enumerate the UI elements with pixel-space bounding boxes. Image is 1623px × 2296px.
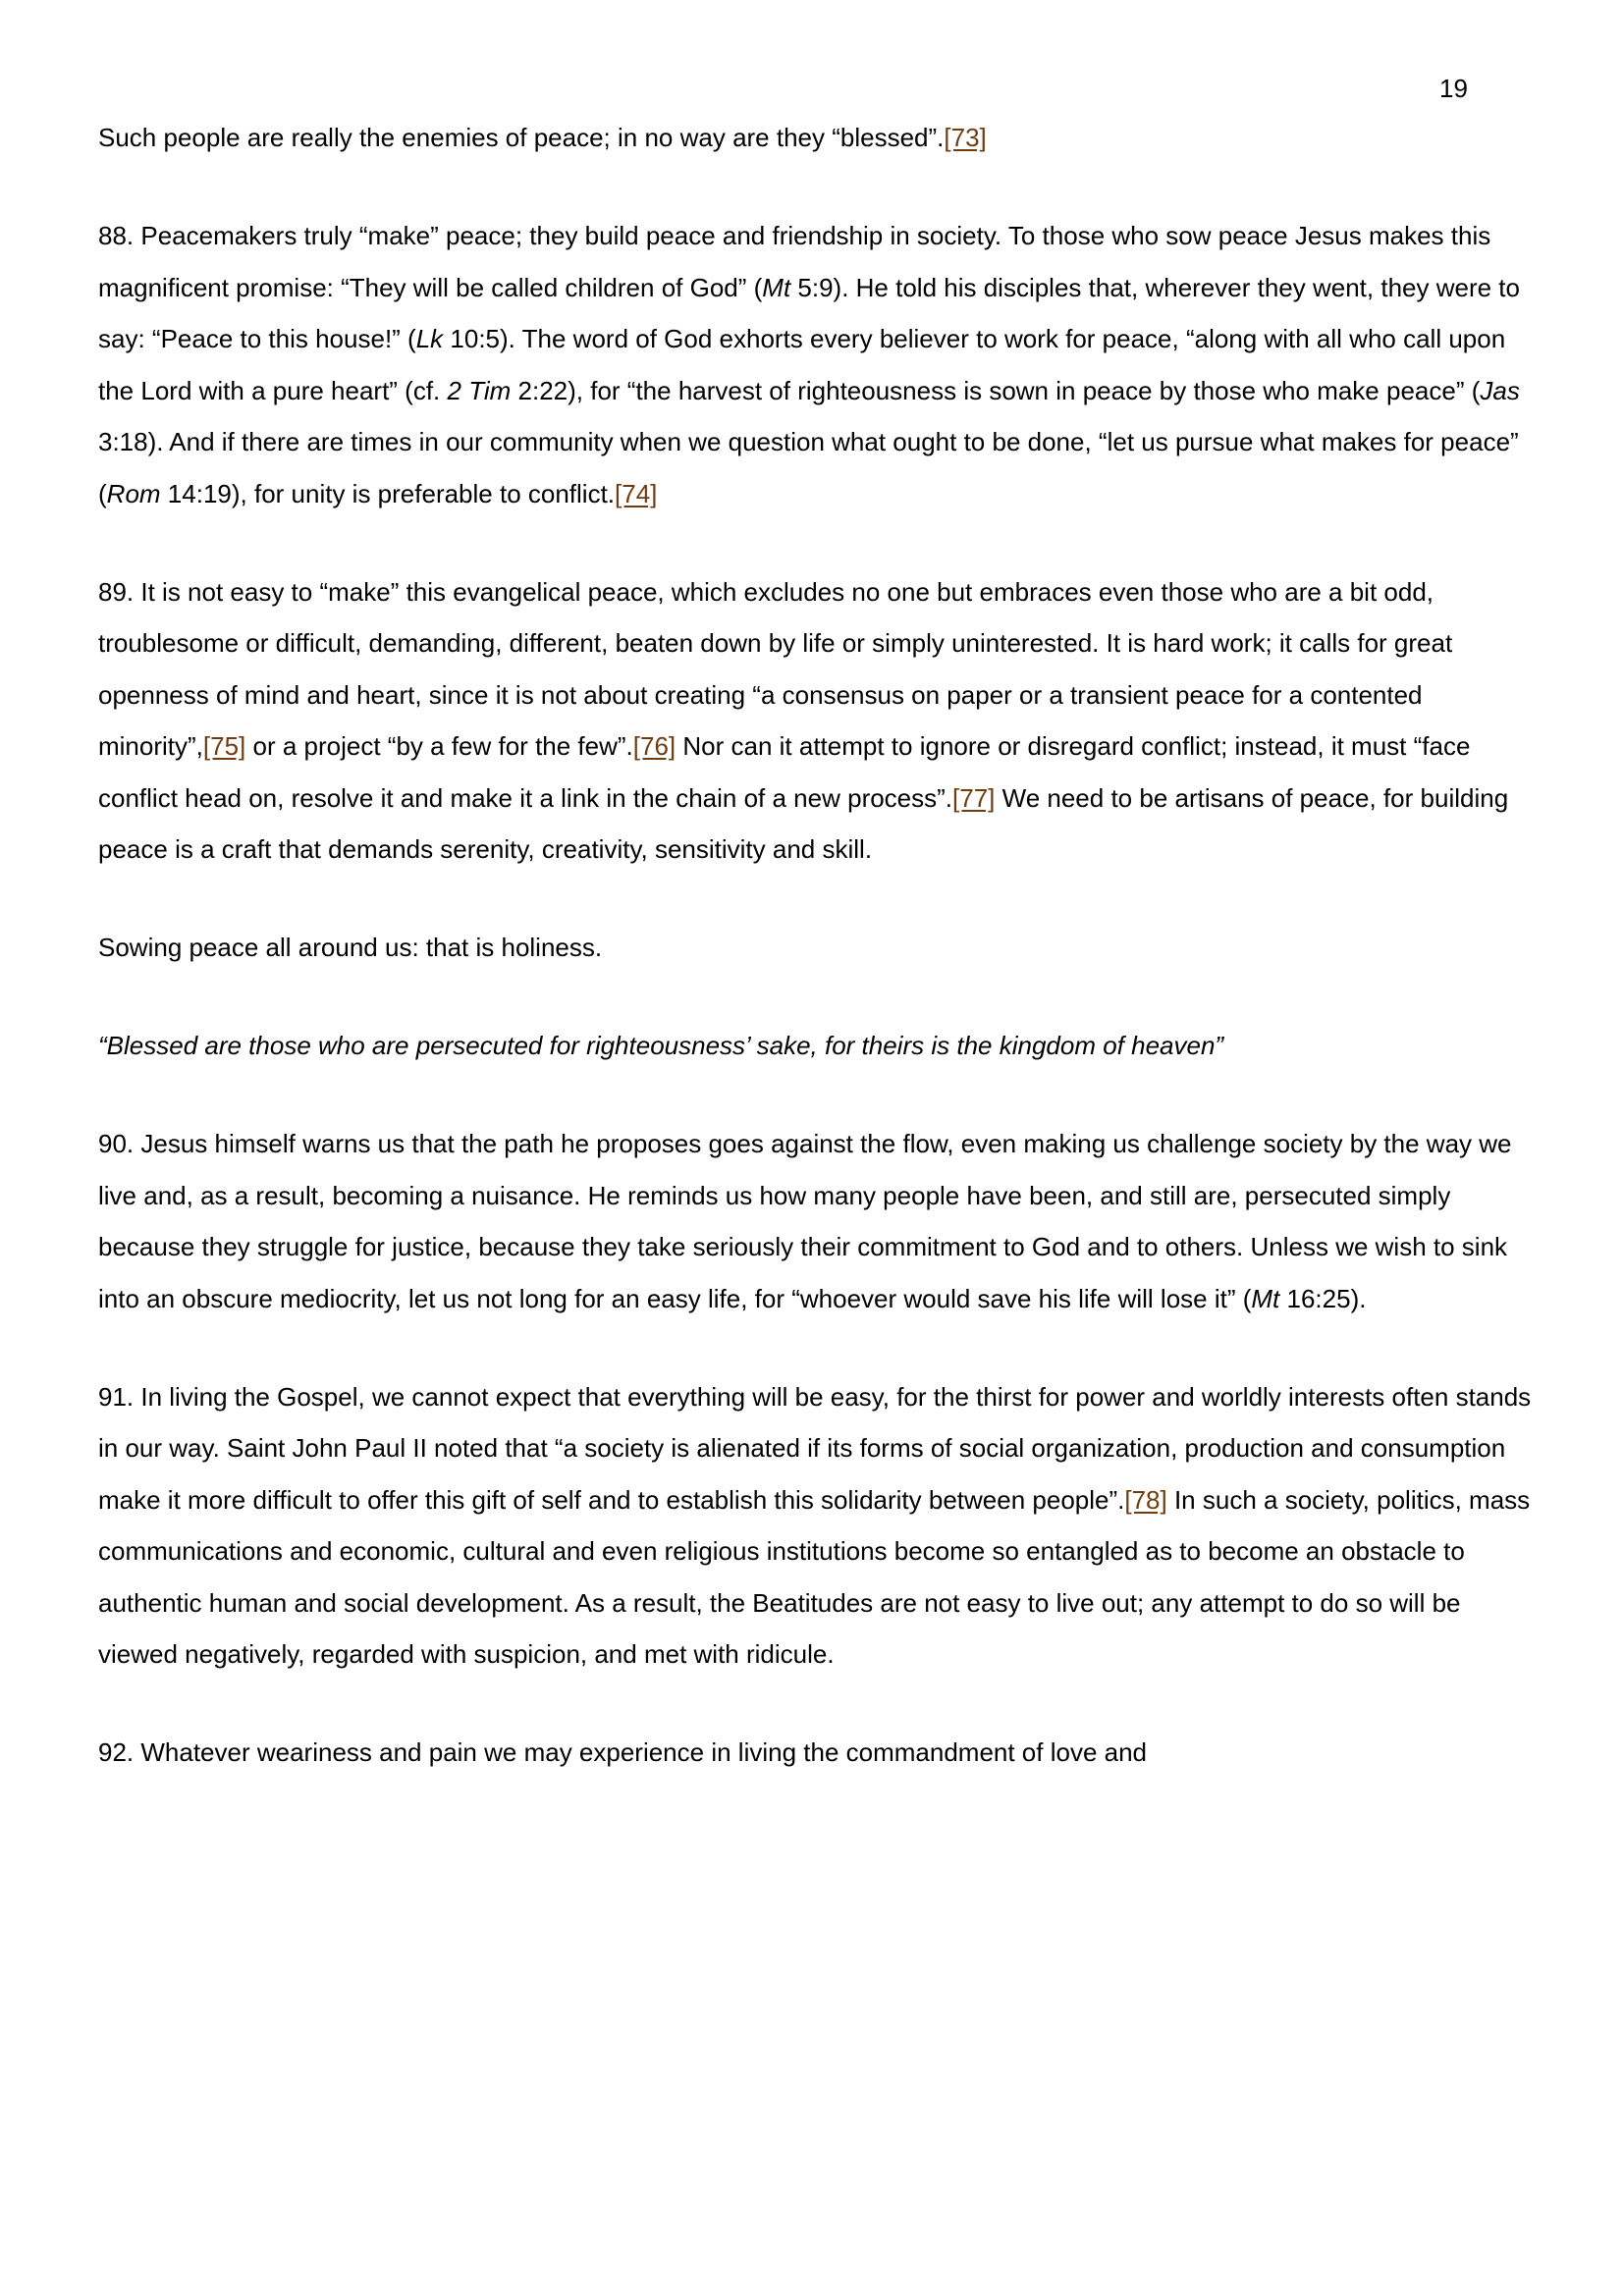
paragraph-92 [98, 1727, 1534, 1779]
text: We need to be artisans of peace, for building peace is a craft that demands serenity, creativity, sensitivity and skill. [98, 782, 1509, 864]
citation-book: Mt [762, 272, 791, 302]
text: 2:22), for “the harvest of righteousness is sown in peace by those who make peace” ( [511, 375, 1481, 405]
footnote-link-76[interactable]: [76] [632, 731, 676, 761]
text: 88. Peacemakers truly “make” peace; they build peace and friendship in society. To those who sow peace Jesus makes this magnificent promise: “They will be called children of God” ( [98, 221, 1491, 302]
section-heading-persecuted [98, 1020, 1534, 1072]
page-number: 19 [1439, 74, 1468, 103]
text: Nor can it attempt to ignore or disregard conflict; instead, it must “face conflict head on, resolve it and make it a link in the chain of a new process”. [98, 731, 1471, 813]
citation-book: Mt [1251, 1283, 1280, 1313]
text: 5:9). He told his disciples that, wherever they went, they were to say: “Peace to this house!” ( [98, 272, 1520, 353]
text: 14:19), for unity is preferable to conflict. [160, 478, 616, 508]
text: or a project “by a few for the few”. [245, 731, 633, 761]
paragraph-88 [98, 210, 1534, 519]
heading-text: “Blessed are those who are persecuted for righteousness’ sake, for theirs is the kingdom of heaven” [98, 1031, 1224, 1060]
text: 3:18). And if there are times in our community when we question what ought to be done, “let us pursue what makes for peace” ( [98, 427, 1519, 508]
footnote-link-74[interactable]: [74] [615, 478, 658, 508]
paragraph-91 [98, 1371, 1534, 1681]
paragraph-89 [98, 566, 1534, 876]
text: 16:25). [1279, 1283, 1367, 1313]
citation-book: Jas [1480, 375, 1520, 405]
document-body [98, 112, 1534, 1825]
text: 89. It is not easy to “make” this evangelical peace, which excludes no one but embraces even those who are a bit odd, troublesome or difficult, demanding, different, beaten down by life or simply uninterested. It is hard work; it calls for great openness of mind and heart, since it is not about creating “a consensus on paper or a transient peace for a contented minority”, [98, 576, 1453, 761]
paragraph-90 [98, 1118, 1534, 1324]
paragraph-continuation [98, 112, 1534, 164]
footnote-link-77[interactable]: [77] [952, 782, 996, 813]
citation-book: Rom [106, 478, 161, 508]
text: 91. In living the Gospel, we cannot expect that everything will be easy, for the thirst for power and worldly interests often stands in our way. Saint John Paul II noted that “a society is alienated if its forms of social organization, production and consumption make it more difficult to offer this gift of self and to establish this solidarity between people”. [98, 1381, 1532, 1515]
text: 10:5). The word of God exhorts every believer to work for peace, “along with all who call upon the Lord with a pure heart” (cf. [98, 324, 1506, 405]
text: Sowing peace all around us: that is holiness. [98, 933, 603, 962]
footnote-link-73[interactable]: [73] [944, 123, 987, 152]
citation-book: Lk [415, 324, 444, 353]
footnote-link-75[interactable]: [75] [202, 731, 246, 761]
text: In such a society, politics, mass communications and economic, cultural and even religious institutions become so entangled as to become an obstacle to authentic human and social development. As a result, the Beatitudes are not easy to live out; any attempt to do so will be viewed negatively, regarded with suspicion, and met with ridicule. [98, 1484, 1531, 1669]
citation-book: 2 Tim [447, 375, 512, 405]
footnote-link-78[interactable]: [78] [1124, 1484, 1167, 1515]
paragraph-sowing-peace [98, 922, 1534, 974]
text: Such people are really the enemies of peace; in no way are they “blessed”. [98, 123, 945, 152]
text: 90. Jesus himself warns us that the path he proposes goes against the flow, even making us challenge society by the way we live and, as a result, becoming a nuisance. He reminds us how many people have been, and still are, persecuted simply because they struggle for justice, because they take seriously their commitment to God and to others. Unless we wish to sink into an obscure mediocrity, let us not long for an easy life, for “whoever would save his life will lose it” ( [98, 1129, 1512, 1313]
text: 92. Whatever weariness and pain we may experience in living the commandment of love and [98, 1737, 1148, 1767]
